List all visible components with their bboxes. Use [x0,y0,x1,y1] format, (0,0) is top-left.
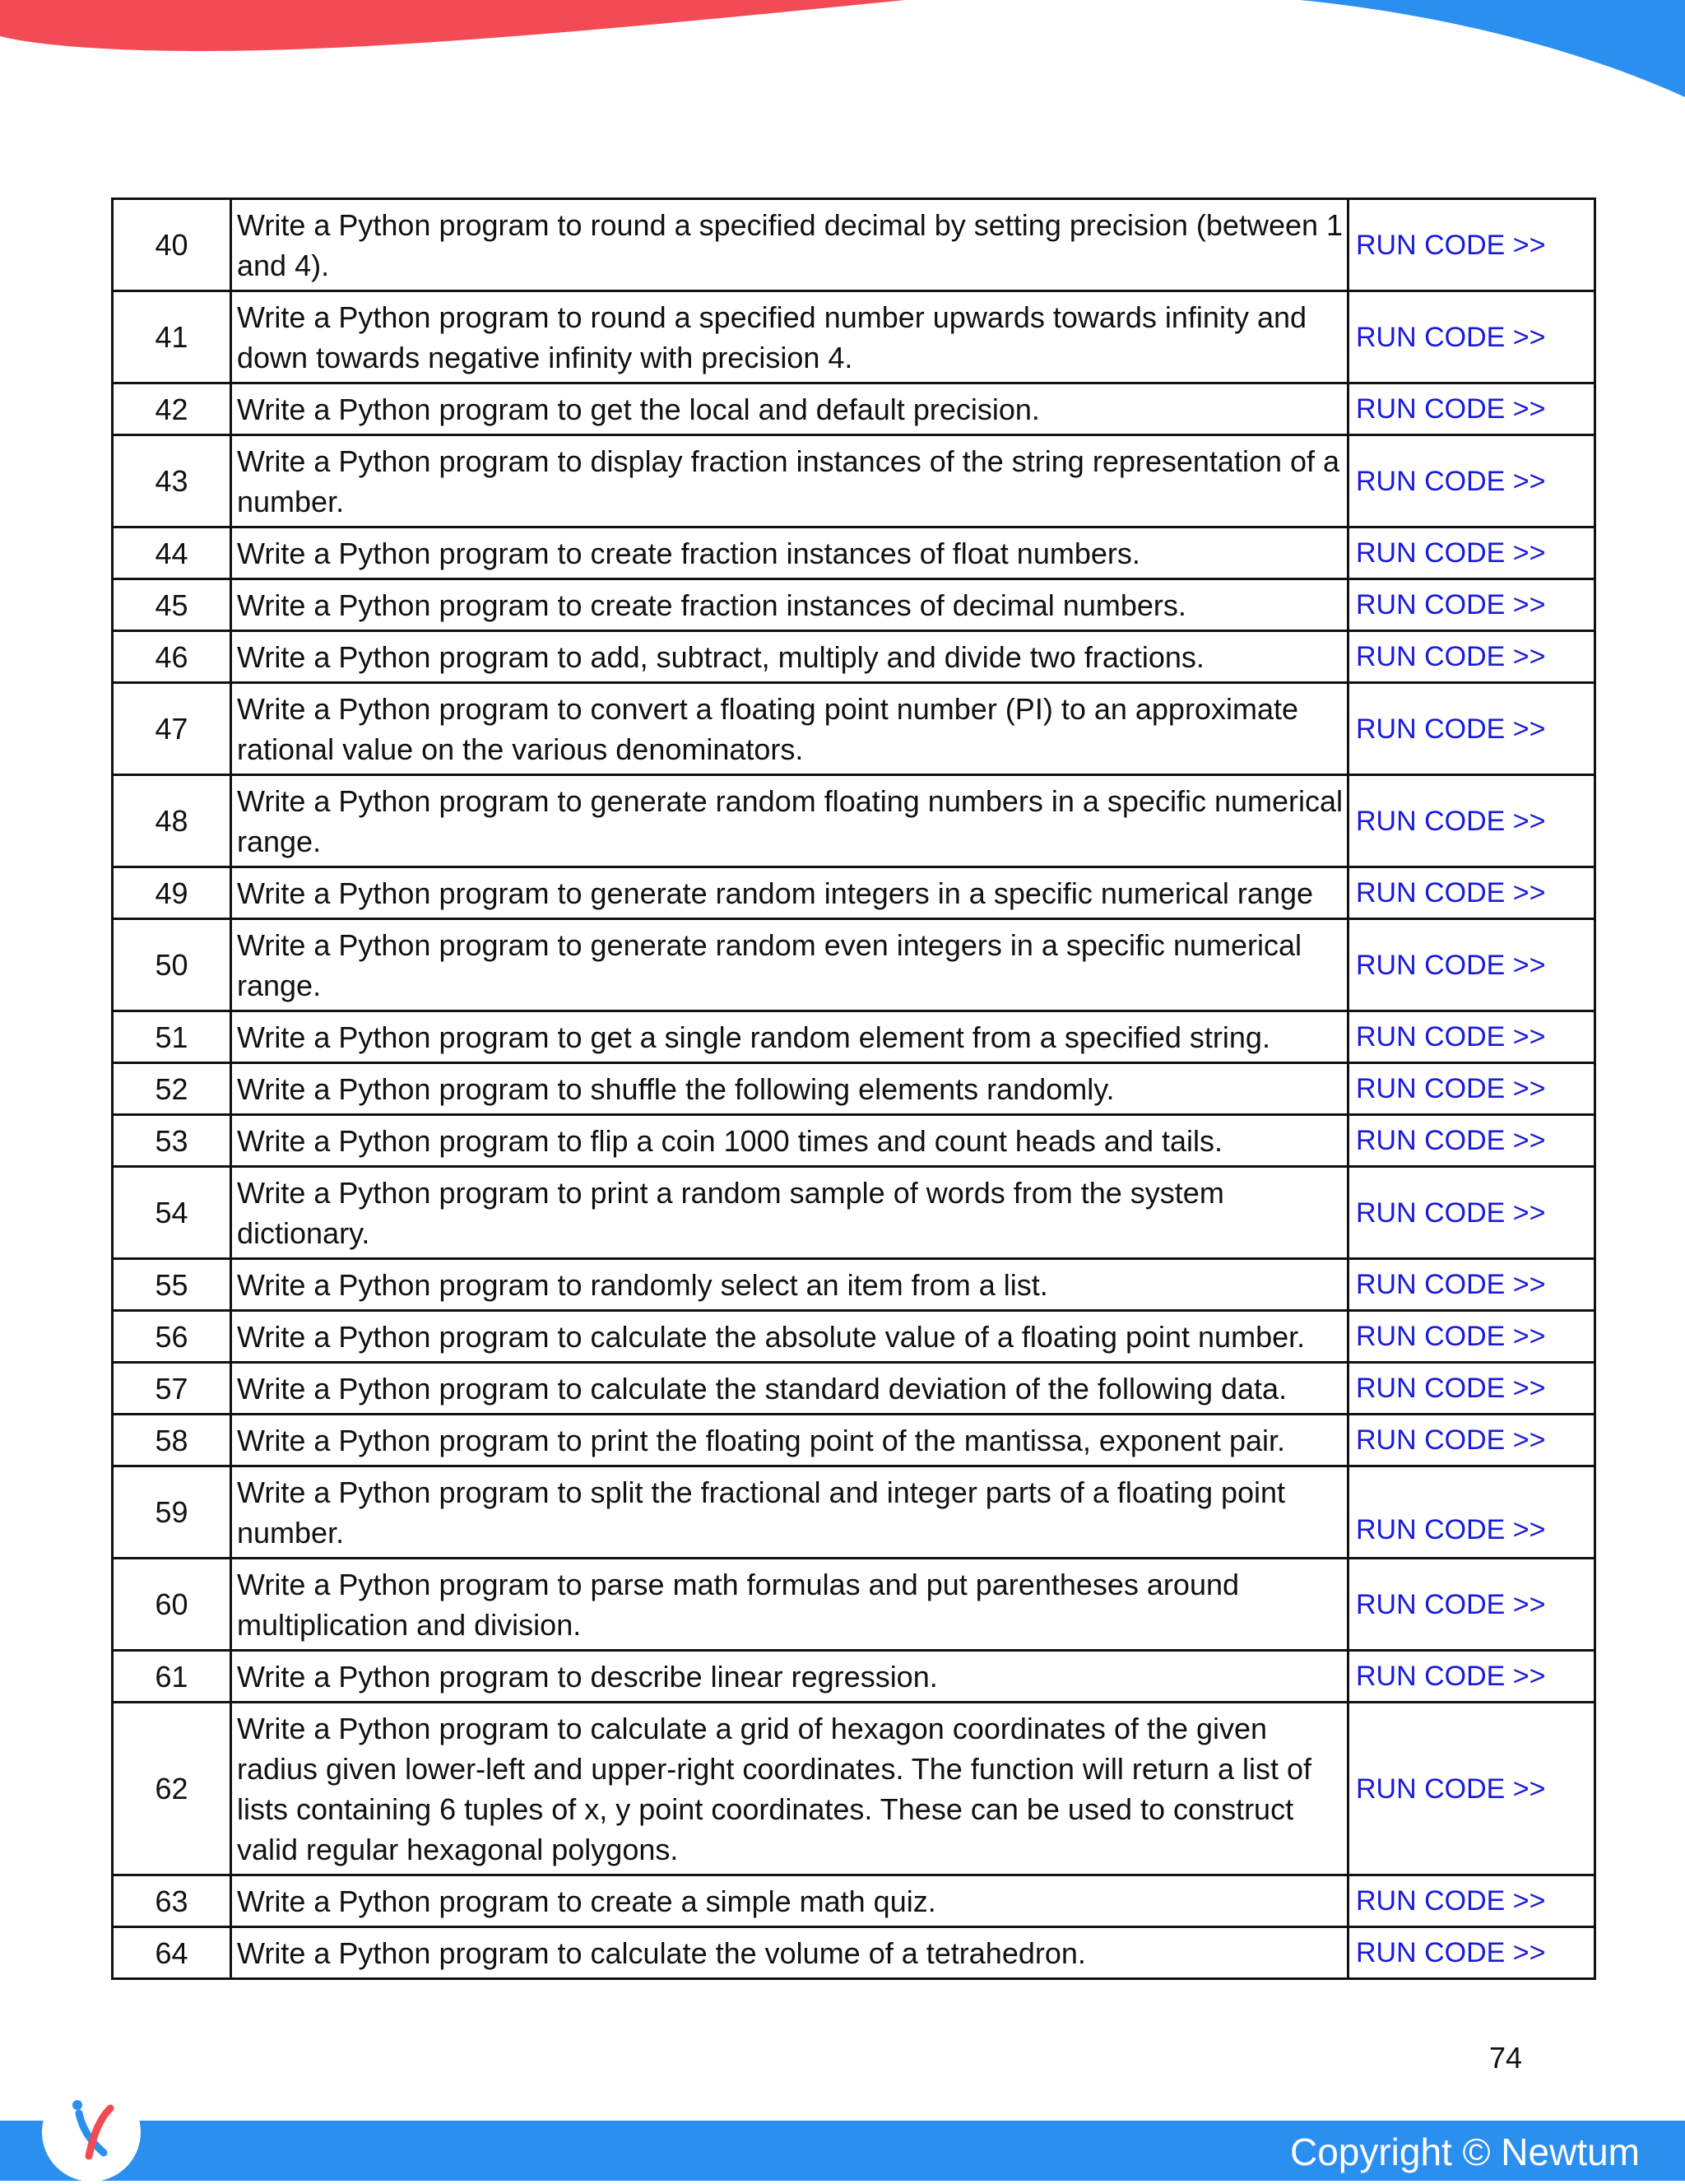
run-code-link[interactable]: RUN CODE >> [1348,1011,1595,1063]
table-row [113,1703,1595,1875]
run-code-link[interactable]: RUN CODE >> [1348,1115,1595,1167]
table-row [113,383,1595,435]
run-code-link[interactable]: RUN CODE >> [1348,1415,1595,1466]
exercise-number: 51 [113,1011,231,1063]
exercise-description: Write a Python program to create a simple math quiz. [231,1875,1348,1927]
run-code-link[interactable]: RUN CODE >> [1348,291,1595,383]
table-row [113,1559,1595,1651]
exercise-table [111,197,1596,1980]
exercise-description: Write a Python program to print the floating point of the mantissa, exponent pair. [231,1415,1348,1466]
red-wave [0,0,905,51]
table-row [113,1927,1595,1979]
run-code-link[interactable]: RUN CODE >> [1348,1927,1595,1979]
table-row [113,775,1595,867]
table-row [113,1167,1595,1259]
exercise-number: 61 [113,1651,231,1703]
table-row [113,1259,1595,1311]
exercise-description: Write a Python program to randomly select an item from a list. [231,1259,1348,1311]
exercise-number: 49 [113,867,231,919]
table-row [113,683,1595,775]
run-code-link[interactable]: RUN CODE >> [1348,527,1595,579]
table-row [113,579,1595,631]
table-row [113,199,1595,291]
exercise-description: Write a Python program to get a single random element from a specified string. [231,1011,1348,1063]
exercise-number: 48 [113,775,231,867]
table-row [113,1063,1595,1115]
exercise-description: Write a Python program to calculate the standard deviation of the following data. [231,1363,1348,1415]
table-row [113,1115,1595,1167]
exercise-number: 54 [113,1167,231,1259]
run-code-link[interactable]: RUN CODE >> [1348,1363,1595,1415]
table-row [113,1363,1595,1415]
exercise-description: Write a Python program to split the fractional and integer parts of a floating point number. [231,1466,1348,1559]
exercise-description: Write a Python program to calculate a grid of hexagon coordinates of the given radius given lower-left and upper-right coordinates. The function will return a list of lists containing 6 tuples of x, y point coordinates. These can be used to construct valid regular hexagonal polygons. [231,1703,1348,1875]
exercise-description: Write a Python program to get the local and default precision. [231,383,1348,435]
exercise-description: Write a Python program to add, subtract, multiply and divide two fractions. [231,631,1348,683]
exercise-number: 63 [113,1875,231,1927]
table-row [113,919,1595,1011]
run-code-link[interactable]: RUN CODE >> [1348,1651,1595,1703]
exercise-number: 44 [113,527,231,579]
table-row [113,1415,1595,1466]
exercise-number: 56 [113,1311,231,1363]
run-code-link[interactable]: RUN CODE >> [1348,1167,1595,1259]
exercise-description: Write a Python program to print a random sample of words from the system dictionary. [231,1167,1348,1259]
table-row [113,1651,1595,1703]
run-code-link[interactable]: RUN CODE >> [1348,1875,1595,1927]
table-row [113,527,1595,579]
run-code-link[interactable]: RUN CODE >> [1348,199,1595,291]
run-code-link[interactable]: RUN CODE >> [1348,919,1595,1011]
exercise-number: 62 [113,1703,231,1875]
exercise-number: 64 [113,1927,231,1979]
exercise-description: Write a Python program to generate random integers in a specific numerical range [231,867,1348,919]
exercise-number: 50 [113,919,231,1011]
exercise-description: Write a Python program to display fraction instances of the string representation of a number. [231,435,1348,527]
exercise-description: Write a Python program to flip a coin 1000 times and count heads and tails. [231,1115,1348,1167]
header-wave-decoration [0,0,1685,115]
exercise-description: Write a Python program to generate random floating numbers in a specific numerical range. [231,775,1348,867]
run-code-link[interactable]: RUN CODE >> [1348,1559,1595,1651]
exercise-description: Write a Python program to calculate the absolute value of a floating point number. [231,1311,1348,1363]
exercise-description: Write a Python program to generate random even integers in a specific numerical range. [231,919,1348,1011]
run-code-link[interactable]: RUN CODE >> [1348,775,1595,867]
exercise-description: Write a Python program to round a specified number upwards towards infinity and down towards negative infinity with precision 4. [231,291,1348,383]
run-code-link[interactable]: RUN CODE >> [1348,1311,1595,1363]
run-code-link[interactable]: RUN CODE >> [1348,683,1595,775]
exercise-description: Write a Python program to round a specified decimal by setting precision (between 1 and 4). [231,199,1348,291]
table-row [113,291,1595,383]
exercise-number: 59 [113,1466,231,1559]
run-code-link[interactable]: RUN CODE >> [1348,579,1595,631]
run-code-link[interactable]: RUN CODE >> [1348,867,1595,919]
exercise-number: 55 [113,1259,231,1311]
exercise-number: 43 [113,435,231,527]
table-row [113,867,1595,919]
exercise-description: Write a Python program to create fraction instances of float numbers. [231,527,1348,579]
run-code-link[interactable]: RUN CODE >> [1348,1703,1595,1875]
exercise-description: Write a Python program to shuffle the following elements randomly. [231,1063,1348,1115]
table-row [113,1466,1595,1559]
exercise-number: 42 [113,383,231,435]
run-code-link[interactable]: RUN CODE >> [1348,1259,1595,1311]
exercise-number: 40 [113,199,231,291]
run-code-link[interactable]: RUN CODE >> [1348,1466,1595,1559]
table-row [113,435,1595,527]
exercise-number: 58 [113,1415,231,1466]
copyright-text: Copyright © Newtum [1289,2131,1640,2173]
exercise-description: Write a Python program to describe linear regression. [231,1651,1348,1703]
blue-wave [1300,0,1685,97]
newtum-logo-icon [39,2080,143,2184]
table-row [113,1311,1595,1363]
table-row [113,1011,1595,1063]
run-code-link[interactable]: RUN CODE >> [1348,435,1595,527]
exercise-description: Write a Python program to parse math formulas and put parentheses around multiplication and division. [231,1559,1348,1651]
exercise-number: 60 [113,1559,231,1651]
exercise-number: 47 [113,683,231,775]
page-number: 74 [1489,2041,1523,2075]
table-row [113,1875,1595,1927]
exercise-number: 53 [113,1115,231,1167]
run-code-link[interactable]: RUN CODE >> [1348,383,1595,435]
exercise-number: 52 [113,1063,231,1115]
exercise-number: 57 [113,1363,231,1415]
exercise-description: Write a Python program to create fraction instances of decimal numbers. [231,579,1348,631]
run-code-link[interactable]: RUN CODE >> [1348,631,1595,683]
exercise-description: Write a Python program to calculate the volume of a tetrahedron. [231,1927,1348,1979]
table-row [113,631,1595,683]
exercise-number: 46 [113,631,231,683]
exercise-number: 45 [113,579,231,631]
exercise-description: Write a Python program to convert a floating point number (PI) to an approximate rational value on the various denominators. [231,683,1348,775]
run-code-link[interactable]: RUN CODE >> [1348,1063,1595,1115]
exercise-number: 41 [113,291,231,383]
